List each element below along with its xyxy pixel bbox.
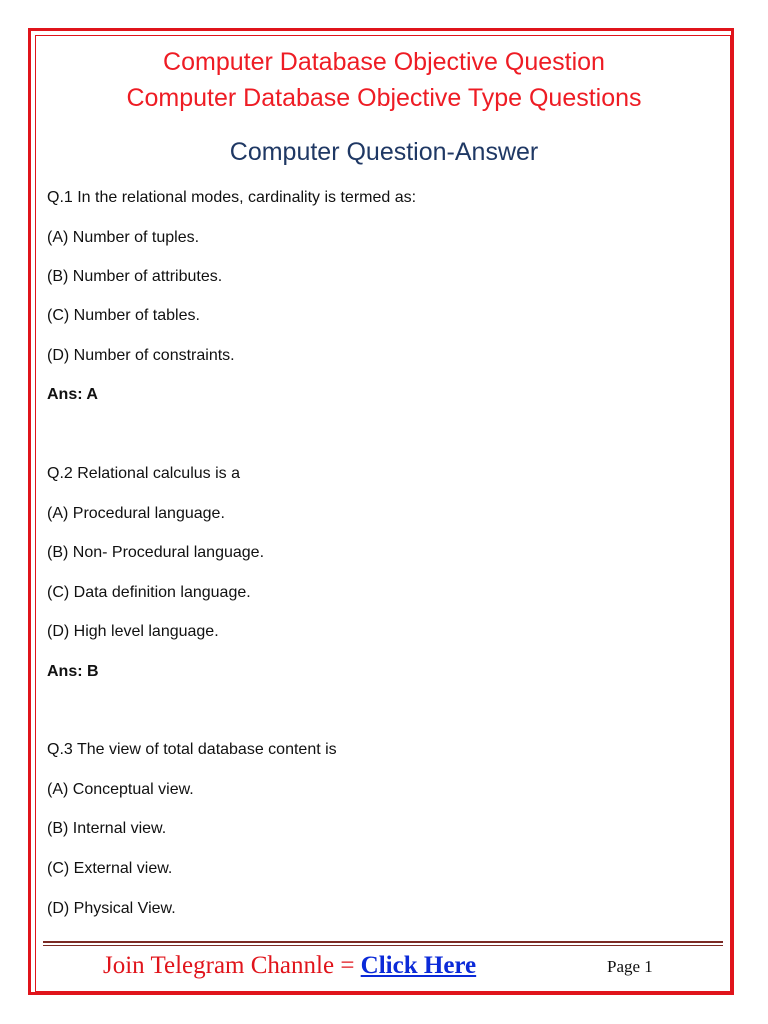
question-3-option-a: (A) Conceptual view.: [47, 781, 194, 798]
question-2-option-c: (C) Data definition language.: [47, 584, 251, 601]
page-number: Page 1: [607, 957, 653, 976]
question-3-option-b: (B) Internal view.: [47, 820, 167, 837]
footer-divider: [43, 941, 723, 943]
question-2-option-d: (D) High level language.: [47, 623, 219, 640]
question-1-option-a: (A) Number of tuples.: [47, 229, 200, 246]
page-title-line-2: Computer Database Objective Type Questions: [126, 84, 642, 112]
question-2-option-a: (A) Procedural language.: [47, 505, 225, 522]
question-3-option-c: (C) External view.: [47, 860, 173, 877]
footer-join-line: [103, 951, 476, 981]
page-title-line-1: Computer Database Objective Question: [163, 48, 605, 76]
telegram-click-here-link[interactable]: Click Here: [360, 952, 477, 979]
question-2-option-b: (B) Non- Procedural language.: [47, 544, 265, 561]
footer-join-text: Join Telegram Channle =: [103, 952, 361, 979]
question-1-option-d: (D) Number of constraints.: [47, 347, 235, 364]
footer-divider-thin: [43, 945, 723, 946]
question-3-text: Q.3 The view of total database content is: [47, 741, 337, 758]
question-1-answer: Ans: A: [47, 386, 98, 403]
question-1-option-c: (C) Number of tables.: [47, 307, 200, 324]
question-3-option-d: (D) Physical View.: [47, 900, 176, 917]
page-subtitle: Computer Question-Answer: [229, 138, 539, 166]
question-2-text: Q.2 Relational calculus is a: [47, 465, 240, 482]
question-1-text: Q.1 In the relational modes, cardinality is termed as:: [47, 189, 417, 206]
question-2-answer: Ans: B: [47, 663, 99, 680]
question-1-option-b: (B) Number of attributes.: [47, 268, 223, 285]
